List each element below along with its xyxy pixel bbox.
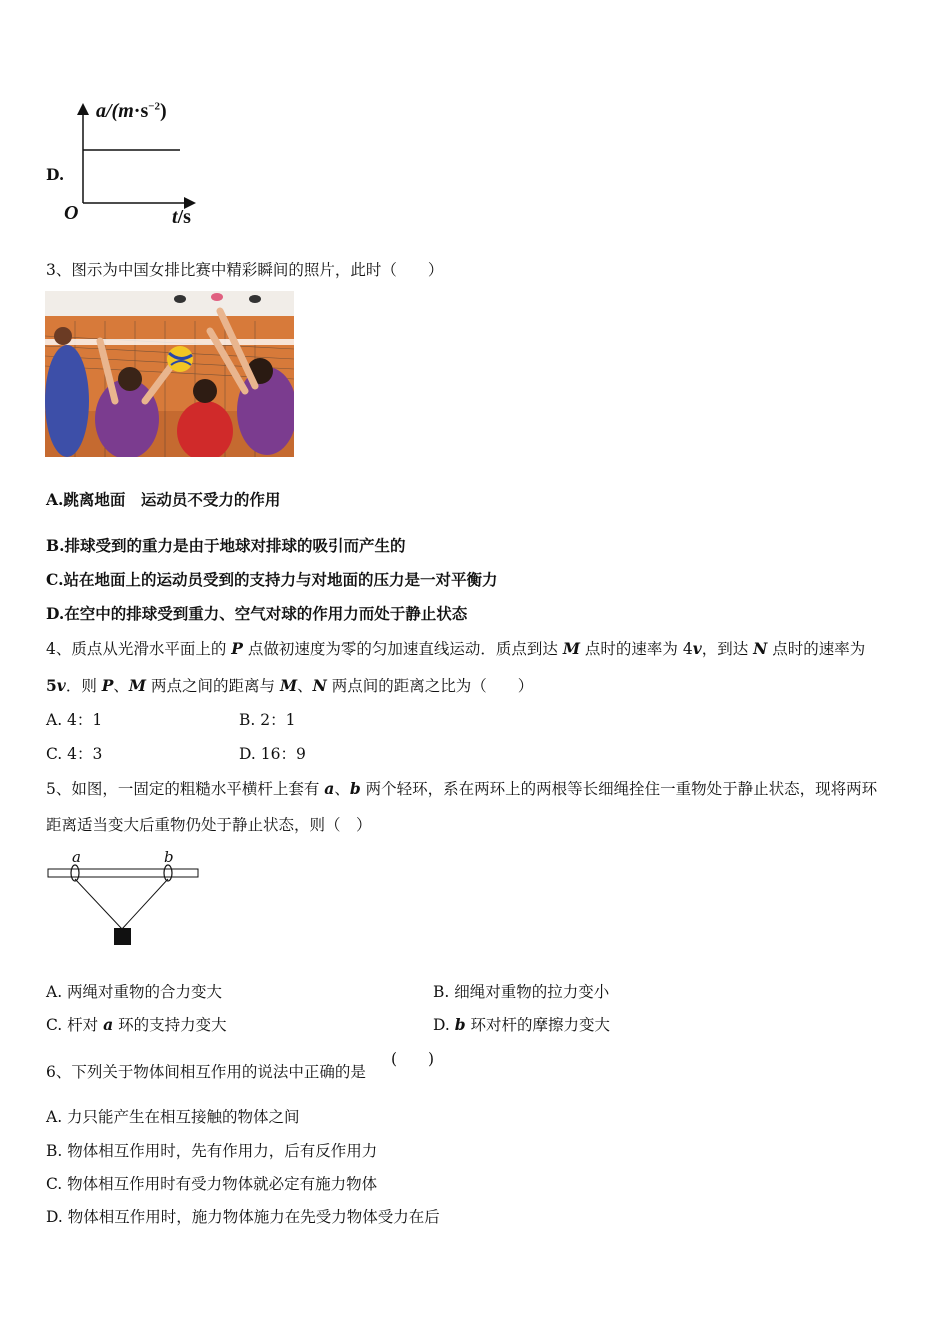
q6-stem: 6、下列关于物体间相互作用的说法中正确的是 <box>46 1063 366 1081</box>
q4-stem-line2: 5v．则 P、M 两点之间的距离与 M、N 两点间的距离之比为（ ） <box>46 676 534 695</box>
rings-rope-diagram <box>45 845 205 950</box>
q3-option-c: C.站在地面上的运动员受到的支持力与对地面的压力是一对平衡力 <box>46 570 498 589</box>
q5-option-b: B. 细绳对重物的拉力变小 <box>433 983 610 1001</box>
q3-option-a: A.跳离地面 运动员不受力的作用 <box>46 490 281 509</box>
option-d-label: D. <box>46 165 65 184</box>
rope-right <box>122 879 168 929</box>
origin-label: O <box>64 202 79 224</box>
q6-option-c: C. 物体相互作用时有受力物体就必定有施力物体 <box>46 1175 378 1193</box>
q4-stem-line1: 4、质点从光滑水平面上的 P 点做初速度为零的匀加速直线运动．质点到达 M 点时的速率为 4v，到达 N 点时的速率为 <box>46 639 866 658</box>
q5-option-c: C. 杆对 a 环的支持力变大 <box>46 1015 227 1034</box>
q6-option-b: B. 物体相互作用时，先有作用力，后有反作用力 <box>46 1142 378 1160</box>
q4-option-b: B. 2：1 <box>239 711 296 729</box>
ring-a-label: a <box>72 848 81 866</box>
q5-option-a: A. 两绳对重物的合力变大 <box>46 983 223 1001</box>
volleyball-photo <box>45 291 294 457</box>
q3-option-d: D.在空中的排球受到重力、空气对球的作用力而处于静止状态 <box>46 604 468 623</box>
q4-option-c: C. 4：3 <box>46 745 103 763</box>
q4-option-d: D. 16：9 <box>239 745 306 763</box>
q6-option-d: D. 物体相互作用时，施力物体施力在先受力物体受力在后 <box>46 1208 440 1226</box>
ring-b-label: b <box>164 848 174 866</box>
q3-option-b: B.排球受到的重力是由于地球对排球的吸引而产生的 <box>46 536 406 555</box>
q6-option-a: A. 力只能产生在相互接触的物体之间 <box>46 1108 300 1126</box>
q5-option-d: D. b 环对杆的摩擦力变大 <box>433 1015 611 1034</box>
y-axis-label: $a/(m\cdot s^{-2})$ <box>96 100 167 122</box>
q6-answer-paren: ( ) <box>391 1050 435 1068</box>
q3-stem: 3、图示为中国女排比赛中精彩瞬间的照片，此时（ ） <box>46 261 444 279</box>
q5-stem-line2: 距离适当变大后重物仍处于静止状态，则（ ） <box>46 816 372 834</box>
x-axis-label: t/s <box>172 206 191 228</box>
q4-option-a: A. 4：1 <box>46 711 103 729</box>
hanging-weight <box>114 928 131 945</box>
q5-stem-line1: 5、如图，一固定的粗糙水平横杆上套有 a、b 两个轻环，系在两环上的两根等长细绳拴住一重物处于静止状态，现将两环 <box>46 779 878 798</box>
rope-left <box>75 879 122 929</box>
